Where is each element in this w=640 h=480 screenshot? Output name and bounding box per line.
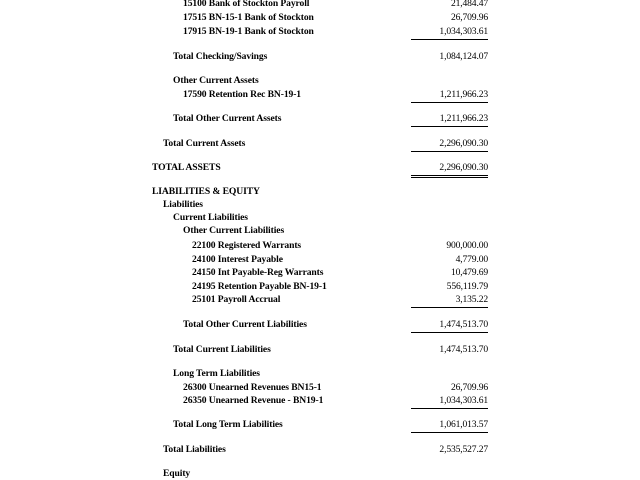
total-amount: 1,084,124.07	[439, 51, 488, 62]
total-label: Total Long Term Liabilities	[173, 419, 283, 430]
section-heading: Other Current Assets	[173, 75, 259, 86]
total-row	[0, 318, 640, 331]
grand-total-amount: 2,296,090.30	[439, 162, 488, 173]
section-heading: LIABILITIES & EQUITY	[152, 186, 260, 197]
account-label: 24100 Interest Payable	[192, 254, 283, 265]
total-label: Total Liabilities	[163, 444, 226, 455]
total-amount: 1,474,513.70	[439, 319, 488, 330]
section-heading-row	[0, 224, 640, 237]
total-row	[0, 443, 640, 456]
account-amount: 556,119.79	[446, 281, 488, 292]
account-label: 17915 BN-19-1 Bank of Stockton	[183, 26, 314, 37]
section-heading-row	[0, 467, 640, 480]
subtotal-rule	[411, 307, 488, 308]
section-heading-row	[0, 367, 640, 380]
account-label: 17515 BN-15-1 Bank of Stockton	[183, 12, 314, 23]
total-label: Total Current Assets	[163, 138, 246, 149]
account-row	[0, 293, 640, 306]
account-label: 26300 Unearned Revenues BN15-1	[183, 382, 322, 393]
section-heading: Long Term Liabilities	[173, 368, 260, 379]
section-heading-row	[0, 211, 640, 224]
account-row	[0, 0, 640, 10]
account-label: 17590 Retention Rec BN-19-1	[183, 89, 301, 100]
account-row	[0, 88, 640, 101]
total-label: Total Current Liabilities	[173, 344, 271, 355]
account-amount: 26,709.96	[450, 382, 488, 393]
total-label: Total Other Current Assets	[173, 113, 282, 124]
account-amount: 1,034,303.61	[439, 395, 488, 406]
account-row	[0, 25, 640, 38]
section-heading-row	[0, 198, 640, 211]
account-amount: 1,211,966.23	[439, 89, 488, 100]
section-heading: Liabilities	[163, 199, 203, 210]
total-label: Total Other Current Liabilities	[183, 319, 307, 330]
total-row	[0, 137, 640, 150]
double-rule-bottom	[411, 177, 488, 178]
account-amount: 10,479.69	[450, 267, 488, 278]
grand-total-row	[0, 161, 640, 174]
subtotal-rule	[411, 102, 488, 103]
total-row	[0, 50, 640, 63]
subtotal-rule	[411, 432, 488, 433]
account-row	[0, 11, 640, 24]
total-row	[0, 112, 640, 125]
section-heading: Equity	[163, 468, 191, 479]
account-label: 26350 Unearned Revenue - BN19-1	[183, 395, 324, 406]
account-amount: 21,484.47	[450, 0, 488, 9]
total-label: Total Checking/Savings	[173, 51, 268, 62]
account-label: 24150 Int Payable-Reg Warrants	[192, 267, 324, 278]
account-amount: 26,709.96	[450, 12, 488, 23]
total-amount: 2,296,090.30	[439, 138, 488, 149]
account-row	[0, 394, 640, 407]
account-label: 24195 Retention Payable BN-19-1	[192, 281, 327, 292]
account-row	[0, 253, 640, 266]
subtotal-rule	[411, 332, 488, 333]
section-heading-row	[0, 74, 640, 87]
account-row	[0, 280, 640, 293]
double-rule-top	[411, 175, 488, 176]
section-heading: Other Current Liabilities	[183, 225, 285, 236]
grand-total-label: TOTAL ASSETS	[152, 162, 221, 173]
total-amount: 2,535,527.27	[439, 444, 488, 455]
account-amount: 4,779.00	[455, 254, 488, 265]
account-amount: 3,135.22	[455, 294, 488, 305]
account-label: 25101 Payroll Accrual	[192, 294, 281, 305]
account-row	[0, 381, 640, 394]
total-amount: 1,474,513.70	[439, 344, 488, 355]
subtotal-rule	[411, 408, 488, 409]
total-row	[0, 418, 640, 431]
account-label: 22100 Registered Warrants	[192, 240, 302, 251]
subtotal-rule	[411, 39, 488, 40]
total-amount: 1,061,013.57	[439, 419, 488, 430]
account-amount: 1,034,303.61	[439, 26, 488, 37]
account-row	[0, 239, 640, 252]
account-amount: 900,000.00	[446, 240, 488, 251]
subtotal-rule	[411, 151, 488, 152]
account-row	[0, 266, 640, 279]
total-row	[0, 343, 640, 356]
subtotal-rule	[411, 126, 488, 127]
section-heading: Current Liabilities	[173, 212, 248, 223]
section-heading-row	[0, 185, 640, 198]
account-label: 15100 Bank of Stockton Payroll	[183, 0, 310, 9]
total-amount: 1,211,966.23	[439, 113, 488, 124]
